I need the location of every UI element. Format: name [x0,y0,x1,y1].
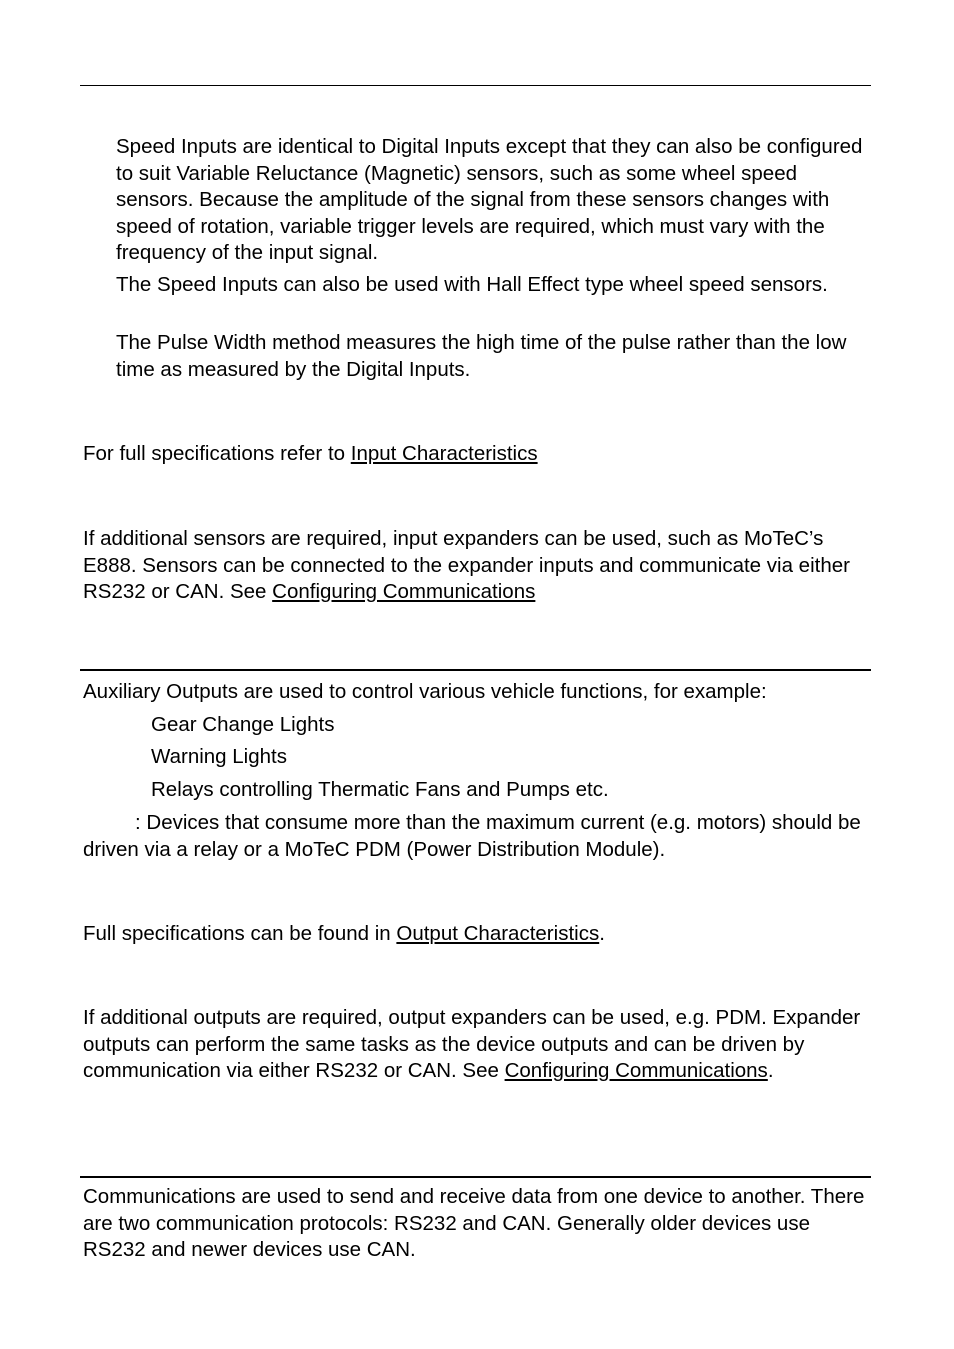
output-specs-period: . [599,922,605,945]
output-specs-paragraph [83,921,873,948]
input-expanders-paragraph [83,526,873,606]
aux-output-item: Warning Lights [151,745,287,768]
aux-output-item: Relays controlling Thermatic Fans and Pumps etc. [151,778,609,801]
input-specs-paragraph [83,441,873,468]
header-rule [80,85,871,86]
output-expanders-period: . [767,1059,774,1082]
aux-outputs-intro: Auxiliary Outputs are used to control various vehicle functions, for example: [83,680,767,703]
output-expanders-text: If additional outputs are required, output expanders can be used, e.g. PDM. Expander outputs can perform the same tasks as the device outputs and can be driven by communication via either RS232 or CAN. See [83,1006,861,1082]
configuring-communications-link-2[interactable]: Configuring Communications [504,1059,768,1082]
output-characteristics-link[interactable]: Output Characteristics [396,922,600,945]
speed-inputs-paragraph-2: The Speed Inputs can also be used with Hall Effect type wheel speed sensors. [116,273,828,296]
output-expanders-paragraph [83,1005,873,1085]
aux-output-item: Gear Change Lights [151,713,335,736]
configuring-communications-link[interactable]: Configuring Communications [272,580,536,603]
speed-inputs-paragraph-3: The Pulse Width method measures the high time of the pulse rather than the low time as measured by the Digital Inputs. [116,331,847,381]
input-specs-text: For full specifications refer to [83,442,351,465]
communications-paragraph: Communications are used to send and receive data from one device to another. There are two communication protocols: RS232 and CAN. Generally older devices use RS232 and newer devices use CAN. [83,1185,865,1261]
aux-outputs-rule [80,669,871,671]
aux-outputs-note: : Devices that consume more than the maximum current (e.g. motors) should be driven via a relay or a MoTeC PDM (Power Distribution Module). [83,811,861,861]
input-expanders-text: If additional sensors are required, input expanders can be used, such as MoTeC’s E888. Sensors can be connected to the expander inputs and communicate via either RS232 or CAN. See [83,527,850,603]
speed-inputs-paragraph-1: Speed Inputs are identical to Digital Inputs except that they can also be configured to suit Variable Reluctance (Magnetic) sensors, such as some wheel speed sensors. Because the amplitude of the signal from these sensors changes with speed of rotation, variable trigger levels are required, which must vary with the frequency of the input signal. [116,135,863,264]
output-specs-text: Full specifications can be found in [83,922,397,945]
input-characteristics-link[interactable]: Input Characteristics [350,442,538,465]
communications-rule [80,1176,871,1178]
